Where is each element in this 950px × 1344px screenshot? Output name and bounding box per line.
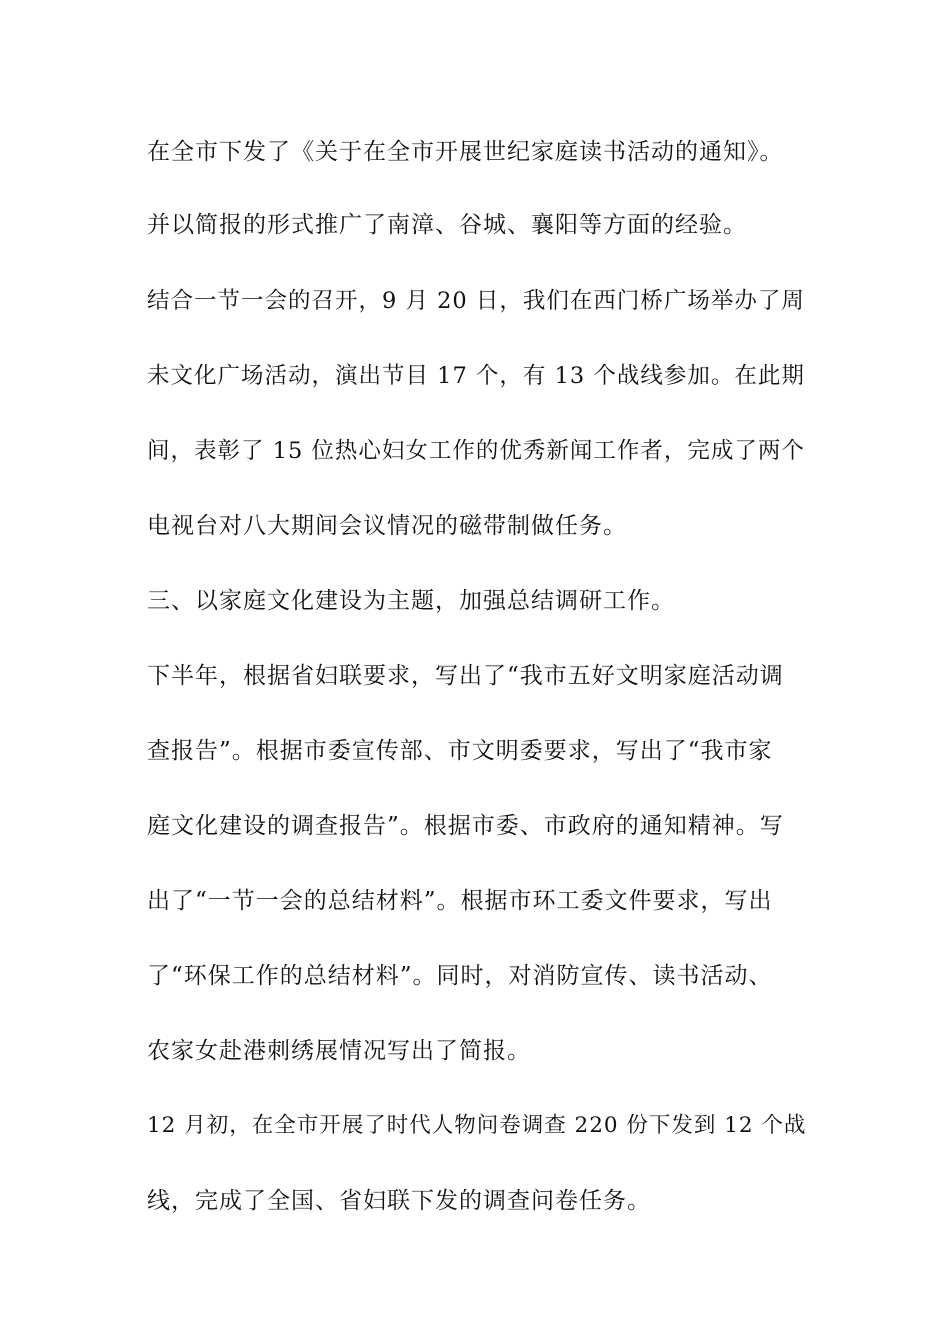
- text-line: 电视台对八大期间会议情况的磁带制做任务。: [147, 513, 627, 539]
- section-heading: 三、以家庭文化建设为主题，加强总结调研工作。: [147, 588, 675, 614]
- text-line: 查报告”。根据市委宣传部、市文明委要求，写出了“我市家: [147, 738, 773, 764]
- text-line: 12 月初，在全市开展了时代人物问卷调查 220 份下发到 12 个战: [147, 1113, 807, 1138]
- text-line: 结合一节一会的召开，9 月 20 日，我们在西门桥广场举办了周: [147, 288, 805, 314]
- text-line: 出了“一节一会的总结材料”。根据市环工委文件要求，写出: [147, 888, 773, 914]
- text-line: 未文化广场活动，演出节目 17 个，有 13 个战线参加。在此期: [147, 363, 805, 389]
- text-line: 间，表彰了 15 位热心妇女工作的优秀新闻工作者，完成了两个: [147, 438, 805, 464]
- text-line: 在全市下发了《关于在全市开展世纪家庭读书活动的通知》。: [147, 139, 784, 165]
- text-line: 庭文化建设的调查报告”。根据市委、市政府的通知精神。写: [147, 813, 784, 839]
- text-line: 下半年，根据省妇联要求，写出了“我市五好文明家庭活动调: [147, 663, 784, 689]
- text-line: 农家女赴港刺绣展情况写出了简报。: [147, 1038, 531, 1064]
- text-line: 了“环保工作的总结材料”。同时，对消防宣传、读书活动、: [147, 963, 773, 989]
- text-line: 线，完成了全国、省妇联下发的调查问卷任务。: [147, 1188, 651, 1214]
- text-line: 并以简报的形式推广了南漳、谷城、襄阳等方面的经验。: [147, 212, 747, 238]
